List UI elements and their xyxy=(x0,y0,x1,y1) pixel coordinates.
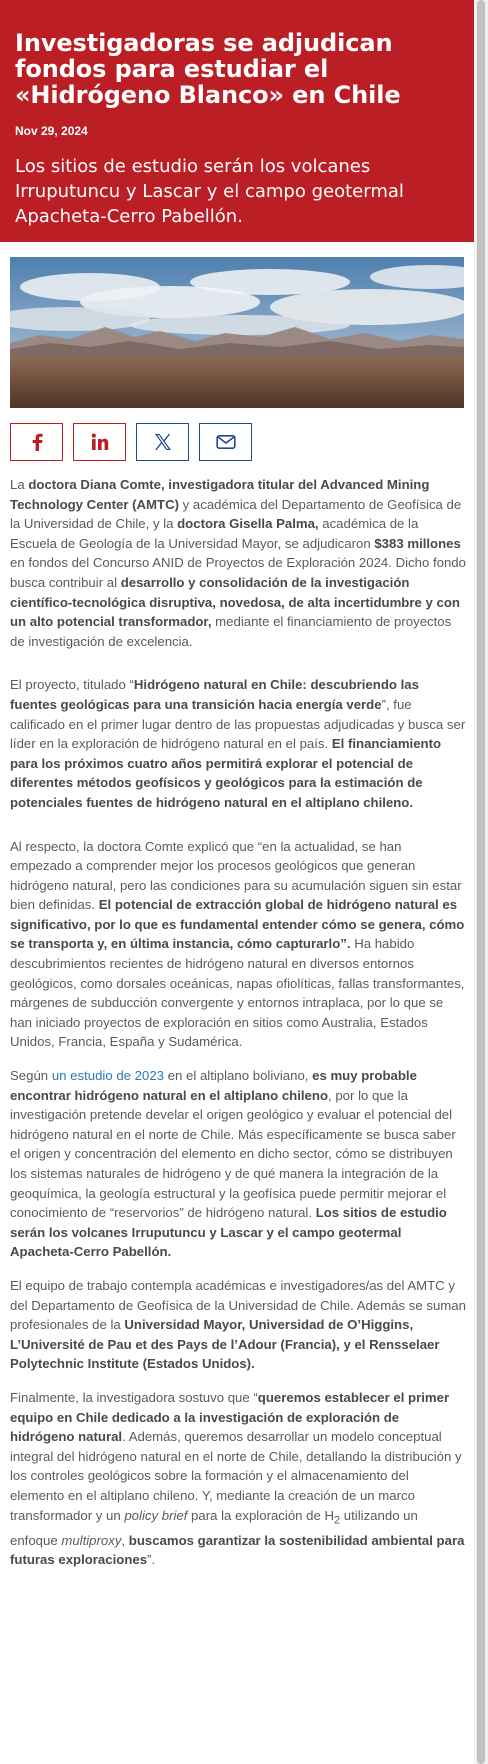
banner-image xyxy=(10,257,464,408)
text: ”, fue calificado en el primer lugar dentro de las propuestas adjudicadas y busca ser líder en la exploración de hidrógeno natural en el país. xyxy=(10,696,466,752)
paragraph-1 xyxy=(10,475,466,651)
article-header xyxy=(0,0,474,242)
text: y académica del Departamento de Geofísica de la Universidad de Chile, y la xyxy=(10,496,462,532)
bold-text: buscamos garantizar la sostenibilidad ambiental para futuras exploraciones xyxy=(10,1532,465,1568)
text: El equipo de trabajo contempla académicas e investigadores/as del AMTC y del Departamento de Geofísica de la Universidad de Chile. Además se suman profesionales de la xyxy=(10,1277,466,1333)
scrollbar-thumb[interactable] xyxy=(477,0,485,1764)
bold-text: El potencial de extracción global de hidrógeno natural es significativo, por lo que es fundamental entender cómo se genera, cómo se transporta y, en última instancia, cómo capturarlo”. xyxy=(10,897,465,952)
facebook-icon xyxy=(30,433,44,451)
share-bar xyxy=(10,423,464,461)
italic-text: policy brief xyxy=(124,1507,188,1523)
bold-text: doctora Gisella Palma, xyxy=(177,516,319,532)
share-email-button[interactable] xyxy=(199,423,252,461)
bold-text: Los sitios de estudio serán los volcanes Irruputuncu y Lascar y el campo geotermal Apacheta-Cerro Pabellón. xyxy=(10,1205,447,1260)
scrollbar[interactable] xyxy=(474,0,488,1764)
linkedin-icon xyxy=(91,433,109,451)
text: Al respecto, la doctora Comte explicó que “en la actualidad, se han empezado a comprender mejor los procesos geológicos que generan hidrógeno natural, pero las condiciones para su acumulación siguen sin estar bien definidas. xyxy=(10,838,462,913)
bold-text: Universidad Mayor, Universidad de O’Higgins, L’Université de Pau et des Pays de l’Adour (Francia), y el Rensselaer Polytechnic Institute (Estados Unidos). xyxy=(10,1317,440,1372)
share-linkedin-button[interactable] xyxy=(73,423,126,461)
text: El proyecto, titulado “ xyxy=(10,677,134,693)
subscript: 2 xyxy=(334,1514,341,1527)
page-title: Investigadoras se adjudican fondos para estudiar el «Hidrógeno Blanco» en Chile xyxy=(15,29,401,109)
text: Finalmente, la investigadora sostuvo que “ xyxy=(10,1389,258,1405)
text: , xyxy=(121,1532,129,1548)
text: Ha habido descubrimientos recientes de hidrógeno natural en diversos entornos geológicos, como dorsales oceánicas, napas ofiolíticas, fallas transformantes, márgenes de subducción convergente y entornos intraplaca, por lo que se han iniciado proyectos de exploración en sitios como Australia, Estados Unidos, Francia, España y Sudamérica. xyxy=(10,936,465,1050)
article-body xyxy=(10,475,466,1570)
bold-text: doctora Diana Comte, investigadora titular del Advanced Mining Technology Center (AMTC) xyxy=(10,477,430,512)
paragraph-2 xyxy=(10,675,466,812)
text: . Además, queremos desarrollar un modelo conceptual integral del hidrógeno natural en el norte de Chile, detallando la distribución y los controles geológicos sobre la formación y el almacenamiento del elemento en el altiplano chileno. Y, mediante la creación de un marco transformador y un xyxy=(10,1429,462,1523)
bold-text: queremos establecer el primer equipo en Chile dedicado a la investigación de exploración de hidrógeno natural xyxy=(10,1389,450,1445)
publish-date: Nov 29, 2024 xyxy=(15,124,88,138)
study-2023-link[interactable]: un estudio de 2023 xyxy=(51,1068,165,1084)
text: académica de la Escuela de Geología de la Universidad Mayor, se adjudicaron xyxy=(10,516,419,551)
paragraph-4 xyxy=(10,1066,466,1262)
text: utilizando un enfoque xyxy=(10,1507,418,1548)
bold-text: El financiamiento para los próximos cuatro años permitirá explorar el potencial de diferentes métodos geofísicos y geológicos para la estimación de potenciales fuentes de hidrógeno natural en el altiplano chileno. xyxy=(10,736,442,810)
text: en fondos del Concurso ANID de Proyectos de Exploración 2024. Dicho fondo busca contribuir al xyxy=(10,555,466,590)
article-subtitle: Los sitios de estudio serán los volcanes Irruputuncu y Lascar y el campo geotermal Apacheta-Cerro Pabellón. xyxy=(15,156,404,227)
bold-text: es muy probable encontrar hidrógeno natural en el altiplano chileno xyxy=(10,1068,417,1103)
bold-text: desarrollo y consolidación de la investigación científico-tecnológica disruptiva, novedosa, de alta incertidumbre y con un alto potencial transformador, xyxy=(10,574,460,630)
paragraph-6 xyxy=(10,1388,466,1570)
text: mediante el financiamiento de proyectos de investigación de excelencia. xyxy=(10,614,452,649)
text: ”. xyxy=(147,1552,156,1568)
share-x-button[interactable] xyxy=(136,423,189,461)
x-icon xyxy=(154,433,172,451)
bold-text: $383 millones xyxy=(374,535,461,551)
text: La xyxy=(10,477,29,492)
text: , por lo que la investigación pretende develar el origen geológico y evaluar el potencial del hidrógeno natural en el norte de Chile. Más específicamente se busca saber el origen y concentración del elemento en dicho sector, cómo se distribuyen los sistemas naturales de hidrógeno y de qué manera la integración de la geoquímica, la geología estructural y la geofísica puede permitir mejorar el conocimiento de “reservorios” de hidrógeno natural. xyxy=(10,1087,456,1221)
text: Según xyxy=(10,1068,52,1084)
paragraph-5 xyxy=(10,1276,466,1374)
paragraph-3 xyxy=(10,837,466,1053)
share-facebook-button[interactable] xyxy=(10,423,63,461)
mail-icon xyxy=(216,434,236,450)
italic-text: multiproxy xyxy=(61,1532,122,1548)
text: para la exploración de H xyxy=(187,1507,335,1523)
text: en el altiplano boliviano, xyxy=(164,1068,313,1084)
bold-text: Hidrógeno natural en Chile: descubriendo las fuentes geológicas para una transición hacia energía verde xyxy=(10,677,419,712)
